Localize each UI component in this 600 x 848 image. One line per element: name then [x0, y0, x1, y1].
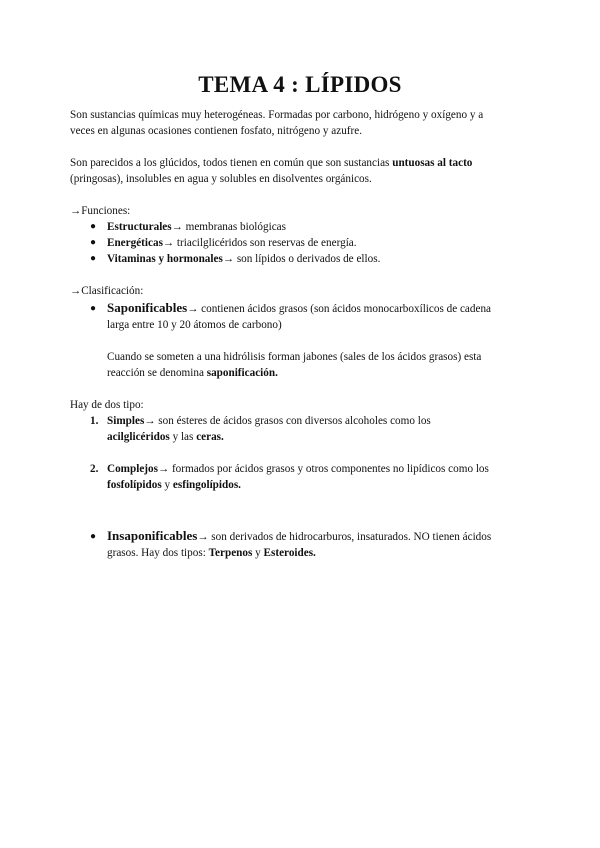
insaponificables-line-1	[107, 528, 491, 545]
insaponificables-text: y	[252, 547, 264, 559]
list-number: 1.	[90, 415, 99, 427]
insaponificables-label: Insaponificables	[107, 528, 198, 543]
insaponificables-text: → son derivados de hidrocarburos, insaturados. NO tienen ácidos	[197, 531, 492, 543]
tipo-bold: fosfolípidos	[107, 479, 162, 491]
funcion-item-label: Energéticas	[107, 237, 163, 249]
bullet-icon: ●	[90, 237, 97, 248]
tipo-bold: acilglicéridos	[107, 431, 170, 443]
bullet-icon: ●	[90, 303, 97, 314]
saponificables-label: Saponificables	[107, 300, 188, 315]
saponificacion-line-2	[107, 365, 278, 381]
funcion-item-vitaminas	[107, 251, 380, 267]
insaponificables-line-2	[107, 545, 316, 561]
saponificables-text: → contienen ácidos grasos (son ácidos monocarboxílicos de cadena	[187, 303, 492, 315]
tipo-text: → son ésteres de ácidos grasos con diversos alcoholes como los	[144, 415, 431, 427]
funciones-heading: →Funciones:	[70, 205, 131, 217]
clasificacion-heading: →Clasificación:	[70, 285, 144, 297]
page-title: TEMA 4 : LÍPIDOS	[198, 72, 402, 97]
intro-line-2: veces en algunas ocasiones contienen fosfato, nitrógeno y azufre.	[70, 125, 363, 137]
insaponificables-bold: Terpenos	[208, 547, 253, 559]
saponificacion-line-1: Cuando se someten a una hidrólisis forman jabones (sales de los ácidos grasos) esta	[107, 351, 482, 363]
bullet-icon: ●	[90, 531, 97, 542]
funcion-item-label: Estructurales	[107, 221, 172, 233]
bullet-icon: ●	[90, 221, 97, 232]
tipo-bold: ceras.	[196, 431, 224, 443]
tipo-text: → formados por ácidos grasos y otros componentes no lipídicos como los	[157, 463, 489, 475]
tipo-simples-line-2	[107, 429, 224, 445]
tipo-label: Complejos	[107, 463, 158, 475]
parecidos-bold: untuosas al tacto	[392, 157, 473, 169]
insaponificables-text: grasos. Hay dos tipos:	[107, 547, 209, 559]
saponificacion-bold: saponificación.	[206, 367, 278, 379]
tipo-text: y las	[169, 431, 197, 443]
parecidos-text: Son parecidos a los glúcidos, todos tienen en común que son sustancias	[70, 157, 393, 169]
funcion-item-energeticas	[107, 235, 357, 251]
saponificacion-text: reacción se denomina	[107, 367, 207, 379]
funcion-item-text: → triacilglicéridos son reservas de energía.	[162, 237, 357, 249]
tipo-text: y	[161, 479, 173, 491]
parecidos-line-1	[70, 155, 472, 171]
tipo-label: Simples	[107, 415, 145, 427]
saponificables-line-2: larga entre 10 y 20 átomos de carbono)	[107, 319, 282, 331]
tipo-complejos-line-2	[107, 477, 241, 493]
saponificables-line-1	[107, 300, 491, 317]
funcion-item-estructurales	[107, 219, 286, 235]
funcion-item-text: → son lípidos o derivados de ellos.	[222, 253, 381, 265]
tipo-bold: esfingolípidos.	[172, 479, 241, 491]
funcion-item-text: → membranas biológicas	[171, 221, 286, 233]
insaponificables-bold: Esteroides.	[263, 547, 316, 559]
bullet-icon: ●	[90, 253, 97, 264]
hay-dos-tipos: Hay de dos tipo:	[70, 399, 144, 411]
tipo-complejos-line-1	[107, 461, 489, 477]
funcion-item-label: Vitaminas y hormonales	[107, 253, 223, 265]
list-number: 2.	[90, 463, 99, 475]
parecidos-line-2: (pringosas), insolubles en agua y solubles en disolventes orgánicos.	[70, 173, 372, 185]
intro-line-1: Son sustancias químicas muy heterogéneas. Formadas por carbono, hidrógeno y oxígeno y a	[70, 109, 484, 121]
tipo-simples-line-1	[107, 413, 431, 429]
